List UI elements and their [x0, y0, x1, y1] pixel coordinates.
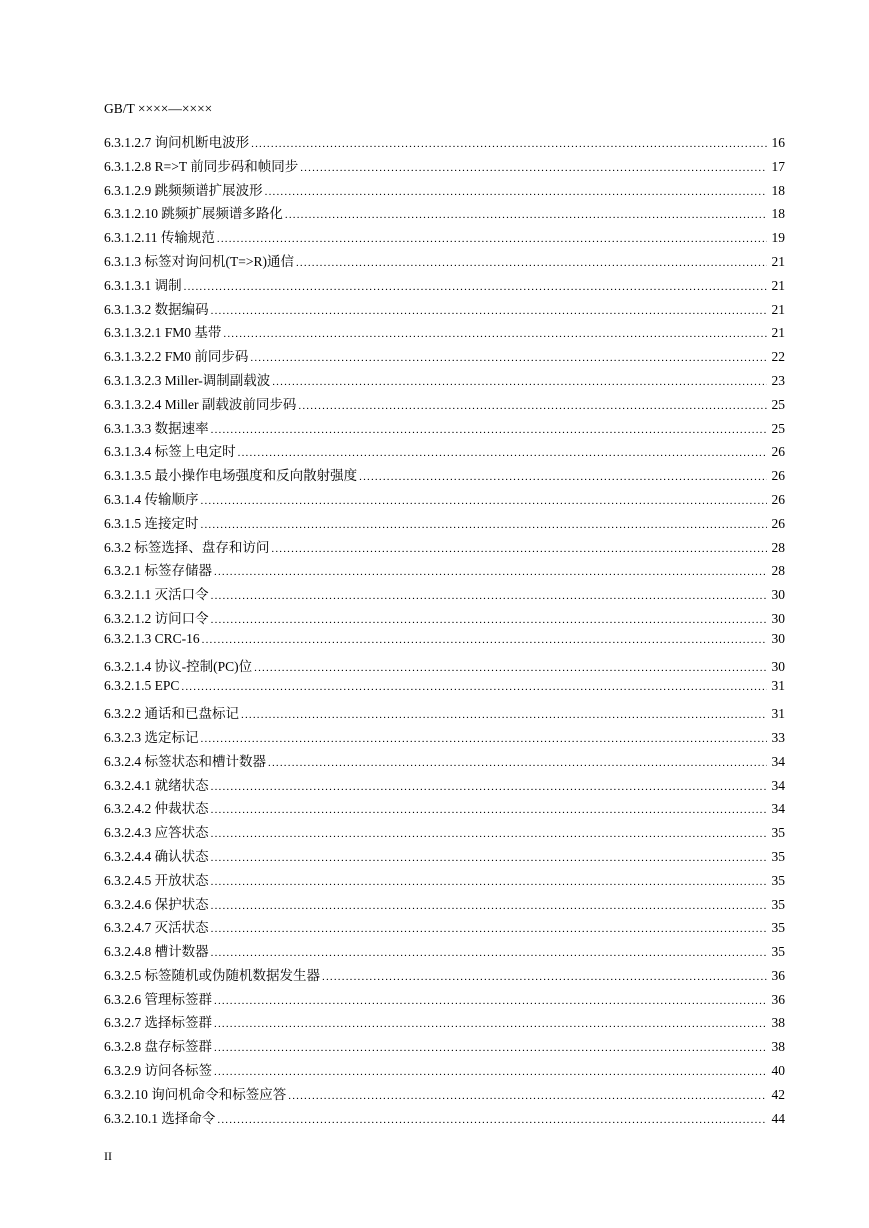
toc-entry-title: 6.3.2.1.5 EPC — [104, 678, 180, 694]
toc-entry-title: 6.3.1.3.2.2 FM0 前同步码 — [104, 349, 249, 365]
toc-entry[interactable] — [104, 607, 785, 631]
toc-entry[interactable] — [104, 916, 785, 940]
toc-entry-page: 34 — [771, 777, 785, 793]
toc-entry-title: 6.3.2.7 选择标签群 — [104, 1015, 212, 1031]
toc-entry-page: 28 — [771, 563, 785, 579]
toc-leader-dots — [211, 804, 767, 816]
toc-entry[interactable] — [104, 1011, 785, 1035]
toc-entry[interactable] — [104, 655, 785, 679]
toc-entry-page: 25 — [771, 396, 785, 412]
toc-entry-title: 6.3.1.2.7 询问机断电波形 — [104, 135, 250, 150]
toc-entry-title: 6.3.2.1.4 协议-控制(PC)位 — [104, 658, 253, 674]
toc-entry-title: 6.3.2 标签选择、盘存和访问 — [104, 539, 270, 555]
toc-entry-page: 30 — [771, 587, 785, 603]
toc-entry[interactable] — [104, 369, 785, 393]
toc-entry-page: 22 — [771, 349, 785, 365]
toc-entry-title: 6.3.1.2.8 R=>T 前同步码和帧同步 — [104, 158, 299, 174]
toc-entry-title: 6.3.2.10 询问机命令和标签应答 — [104, 1086, 287, 1102]
toc-leader-dots — [201, 495, 768, 507]
toc-leader-dots — [211, 900, 767, 912]
toc-entry-page: 16 — [771, 135, 785, 150]
toc-leader-dots — [272, 376, 767, 388]
toc-entry-page: 21 — [771, 277, 785, 293]
toc-entry-page: 28 — [771, 539, 785, 555]
toc-leader-dots — [211, 876, 767, 888]
toc-entry[interactable] — [104, 821, 785, 845]
toc-leader-dots — [201, 519, 768, 531]
toc-entry[interactable] — [104, 940, 785, 964]
toc-leader-dots — [285, 209, 767, 221]
toc-entry-page: 35 — [771, 848, 785, 864]
toc-leader-dots — [214, 566, 767, 578]
toc-leader-dots — [265, 186, 767, 198]
toc-entry-page: 21 — [771, 301, 785, 317]
toc-entry-page: 44 — [771, 1110, 785, 1126]
toc-leader-dots — [184, 281, 767, 293]
toc-entry-page: 31 — [771, 706, 785, 722]
toc-entry[interactable] — [104, 750, 785, 774]
toc-entry-title: 6.3.2.9 访问各标签 — [104, 1063, 212, 1079]
toc-entry-title: 6.3.2.1 标签存储器 — [104, 563, 212, 579]
toc-entry-title: 6.3.2.4 标签状态和槽计数器 — [104, 753, 266, 769]
toc-entry[interactable] — [104, 417, 785, 441]
toc-entry[interactable] — [104, 702, 785, 726]
toc-leader-dots — [211, 923, 767, 935]
toc-leader-dots — [214, 995, 767, 1007]
toc-entry-title: 6.3.2.1.1 灭活口令 — [104, 587, 209, 603]
toc-entry-title: 6.3.1.3 标签对询问机(T=>R)通信 — [104, 253, 294, 269]
toc-entry[interactable] — [104, 345, 785, 369]
toc-entry-title: 6.3.1.2.9 跳频频谱扩展波形 — [104, 182, 263, 198]
toc-entry-title: 6.3.1.3.2.4 Miller 副载波前同步码 — [104, 396, 297, 412]
toc-entry-title: 6.3.2.4.5 开放状态 — [104, 872, 209, 888]
toc-entry[interactable] — [104, 1083, 785, 1107]
toc-entry-title: 6.3.1.3.2.3 Miller-调制副载波 — [104, 372, 271, 388]
toc-entry[interactable] — [104, 559, 785, 583]
toc-entry-page: 21 — [771, 325, 785, 341]
toc-entry-page: 26 — [771, 515, 785, 531]
toc-entry-page: 35 — [771, 825, 785, 841]
toc-leader-dots — [214, 1066, 767, 1078]
toc-leader-dots — [359, 471, 767, 483]
toc-entry-title: 6.3.2.4.6 保护状态 — [104, 896, 209, 912]
toc-entry[interactable] — [104, 464, 785, 488]
toc-entry[interactable] — [104, 512, 785, 536]
toc-leader-dots — [201, 733, 768, 745]
toc-leader-dots — [238, 447, 767, 459]
toc-entry-page: 38 — [771, 1015, 785, 1031]
toc-entry[interactable] — [104, 298, 785, 322]
toc-entry-title: 6.3.2.1.2 访问口令 — [104, 610, 209, 626]
toc-leader-dots — [254, 662, 767, 674]
toc-leader-dots — [211, 305, 767, 317]
toc-entry-title: 6.3.1.3.3 数据速率 — [104, 420, 209, 436]
toc-entry[interactable] — [104, 274, 785, 298]
toc-entry-title: 6.3.2.4.2 仲裁状态 — [104, 801, 209, 817]
toc-entry-page: 18 — [771, 206, 785, 222]
toc-entry-title: 6.3.1.2.11 传输规范 — [104, 230, 215, 246]
toc-entry[interactable] — [104, 797, 785, 821]
toc-entry[interactable] — [104, 202, 785, 226]
toc-leader-dots — [211, 947, 767, 959]
toc-entry[interactable] — [104, 536, 785, 560]
toc-entry[interactable] — [104, 1107, 785, 1131]
toc-entry-page: 35 — [771, 872, 785, 888]
toc-entry-page: 25 — [771, 420, 785, 436]
toc-leader-dots — [271, 543, 767, 555]
toc-entry[interactable] — [104, 1035, 785, 1059]
toc-entry-title: 6.3.2.3 选定标记 — [104, 729, 199, 745]
toc-entry-page: 35 — [771, 896, 785, 912]
toc-entry-page: 21 — [771, 253, 785, 269]
toc-entry[interactable] — [104, 678, 785, 702]
toc-leader-dots — [181, 681, 767, 693]
toc-entry[interactable] — [104, 179, 785, 203]
toc-leader-dots — [296, 257, 767, 269]
toc-entry[interactable] — [104, 155, 785, 179]
toc-entry-page: 35 — [771, 920, 785, 936]
table-of-contents — [104, 131, 785, 1130]
toc-leader-dots — [217, 1114, 767, 1126]
toc-leader-dots — [251, 138, 767, 150]
toc-entry[interactable] — [104, 631, 785, 655]
toc-entry-page: 31 — [771, 678, 785, 694]
toc-leader-dots — [298, 400, 767, 412]
toc-leader-dots — [250, 352, 767, 364]
toc-leader-dots — [241, 709, 767, 721]
toc-leader-dots — [202, 634, 767, 646]
toc-entry[interactable] — [104, 321, 785, 345]
toc-leader-dots — [288, 1090, 767, 1102]
toc-entry-page: 23 — [771, 372, 785, 388]
toc-leader-dots — [322, 971, 767, 983]
toc-entry-page: 26 — [771, 444, 785, 460]
toc-entry[interactable] — [104, 440, 785, 464]
toc-entry-page: 30 — [771, 630, 785, 646]
toc-leader-dots — [211, 781, 767, 793]
toc-entry-page: 26 — [771, 468, 785, 484]
toc-entry-page: 34 — [771, 801, 785, 817]
toc-entry[interactable] — [104, 845, 785, 869]
toc-entry-title: 6.3.1.3.2 数据编码 — [104, 301, 209, 317]
toc-entry-page: 42 — [771, 1086, 785, 1102]
toc-entry-title: 6.3.2.1.3 CRC-16 — [104, 630, 200, 646]
toc-entry[interactable] — [104, 250, 785, 274]
standard-header: GB/T ××××—×××× — [104, 101, 213, 116]
toc-entry[interactable] — [104, 964, 785, 988]
toc-entry-page: 30 — [771, 610, 785, 626]
toc-entry-page: 36 — [771, 967, 785, 983]
toc-entry-title: 6.3.2.4.8 槽计数器 — [104, 944, 209, 960]
toc-entry-title: 6.3.1.3.4 标签上电定时 — [104, 444, 236, 460]
toc-entry[interactable] — [104, 488, 785, 512]
toc-entry-title: 6.3.1.5 连接定时 — [104, 515, 199, 531]
toc-entry[interactable] — [104, 774, 785, 798]
toc-entry-page: 36 — [771, 991, 785, 1007]
toc-entry-title: 6.3.2.5 标签随机或伪随机数据发生器 — [104, 967, 320, 983]
toc-entry-title: 6.3.2.4.4 确认状态 — [104, 848, 209, 864]
toc-entry-page: 26 — [771, 491, 785, 507]
toc-entry-page: 40 — [771, 1063, 785, 1079]
toc-entry[interactable] — [104, 393, 785, 417]
toc-leader-dots — [217, 233, 767, 245]
toc-leader-dots — [211, 852, 767, 864]
toc-entry[interactable] — [104, 131, 785, 155]
toc-entry-title: 6.3.1.3.1 调制 — [104, 277, 182, 293]
toc-entry-title: 6.3.1.3.2.1 FM0 基带 — [104, 325, 222, 341]
toc-entry-title: 6.3.1.4 传输顺序 — [104, 491, 199, 507]
toc-entry[interactable] — [104, 1059, 785, 1083]
toc-entry-page: 33 — [771, 729, 785, 745]
toc-entry-title: 6.3.1.3.5 最小操作电场强度和反向散射强度 — [104, 468, 358, 484]
toc-leader-dots — [214, 1018, 767, 1030]
toc-leader-dots — [214, 1042, 767, 1054]
toc-entry[interactable] — [104, 583, 785, 607]
toc-leader-dots — [211, 424, 767, 436]
toc-entry-title: 6.3.2.4.3 应答状态 — [104, 825, 209, 841]
toc-entry-title: 6.3.2.10.1 选择命令 — [104, 1110, 216, 1126]
toc-entry-page: 34 — [771, 753, 785, 769]
toc-entry-page: 30 — [771, 658, 785, 674]
toc-leader-dots — [223, 328, 767, 340]
toc-entry-title: 6.3.2.4.7 灭活状态 — [104, 920, 209, 936]
toc-entry-title: 6.3.2.4.1 就绪状态 — [104, 777, 209, 793]
toc-leader-dots — [211, 614, 767, 626]
page-number-footer: II — [104, 1149, 112, 1163]
toc-entry[interactable] — [104, 226, 785, 250]
toc-entry-title: 6.3.2.6 管理标签群 — [104, 991, 212, 1007]
toc-leader-dots — [300, 162, 767, 174]
toc-entry[interactable] — [104, 893, 785, 917]
toc-entry-page: 35 — [771, 944, 785, 960]
toc-leader-dots — [268, 757, 767, 769]
toc-entry-title: 6.3.1.2.10 跳频扩展频谱多路化 — [104, 206, 283, 222]
toc-entry-page: 19 — [771, 230, 785, 246]
toc-leader-dots — [211, 590, 767, 602]
toc-entry-page: 17 — [771, 158, 785, 174]
toc-entry-page: 18 — [771, 182, 785, 198]
toc-entry[interactable] — [104, 988, 785, 1012]
toc-entry-page: 38 — [771, 1039, 785, 1055]
toc-leader-dots — [211, 828, 767, 840]
toc-entry[interactable] — [104, 869, 785, 893]
toc-entry-title: 6.3.2.8 盘存标签群 — [104, 1039, 212, 1055]
toc-entry-title: 6.3.2.2 通话和已盘标记 — [104, 706, 239, 722]
toc-entry[interactable] — [104, 726, 785, 750]
